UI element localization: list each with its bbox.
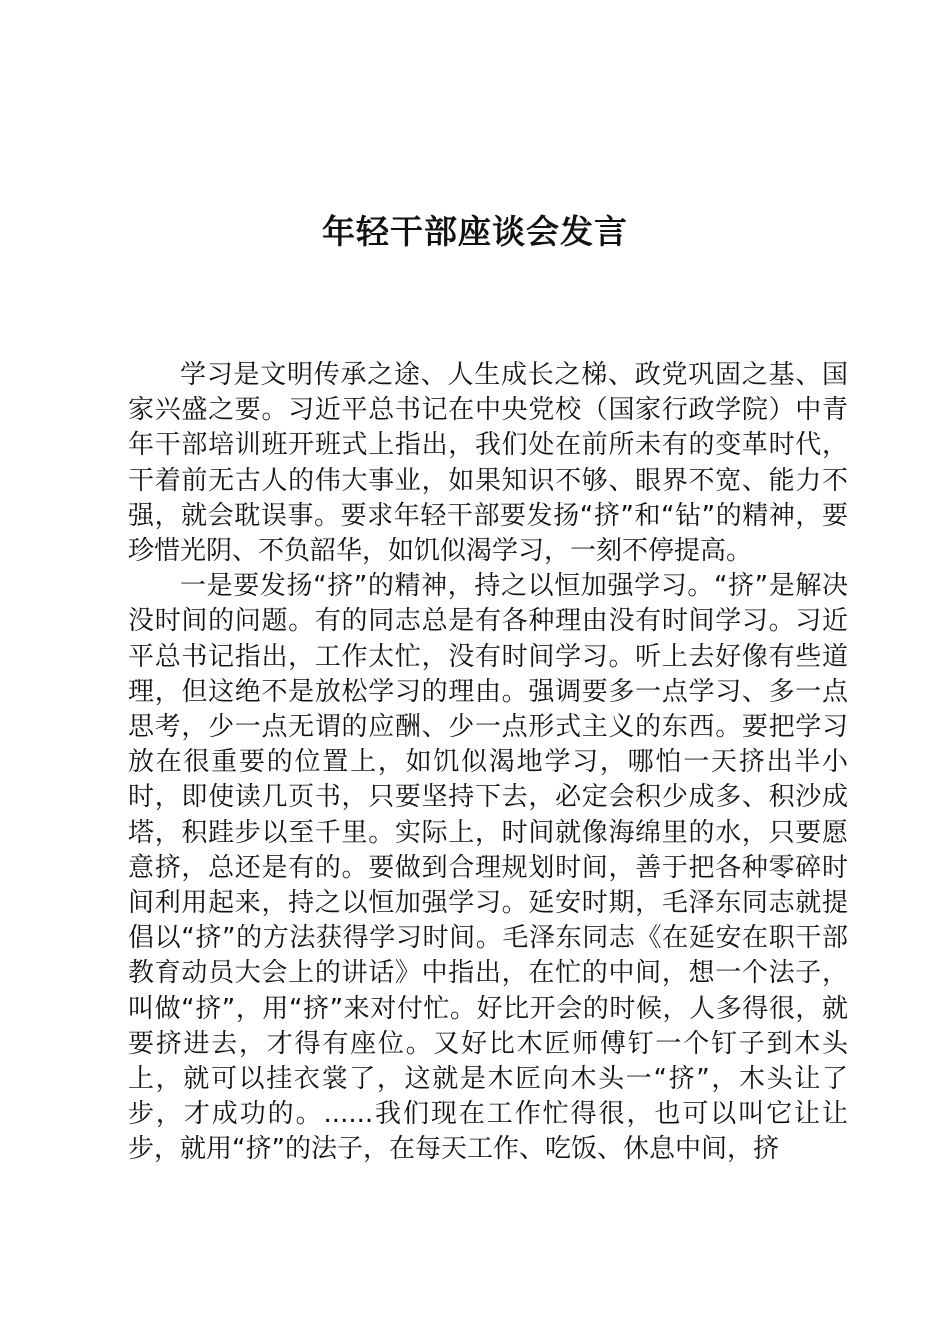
document-body	[128, 358, 848, 1168]
paragraph-point-one: 一是要发扬“挤”的精神，持之以恒加强学习。“挤”是解决没时间的问题。有的同志总是有各种理由没有时间学习。习近平总书记指出，工作太忙，没有时间学习。听上去好像有些道理，但这绝不是放松学习的理由。强调要多一点学习、多一点思考，少一点无谓的应酬、少一点形式主义的东西。要把学习放在很重要的位置上，如饥似渴地学习，哪怕一天挤出半小时，即使读几页书，只要坚持下去，必定会积少成多、积沙成塔，积跬步以至千里。实际上，时间就像海绵里的水，只要愿意挤，总还是有的。要做到合理规划时间，善于把各种零碎时间利用起来，持之以恒加强学习。延安时期，毛泽东同志就提倡以“挤”的方法获得学习时间。毛泽东同志《在延安在职干部教育动员大会上的讲话》中指出，在忙的中间，想一个法子，叫做“挤”，用“挤”来对付忙。好比开会的时候，人多得很，就要挤进去，才得有座位。又好比木匠师傅钉一个钉子到木头上，就可以挂衣裳了，这就是木匠向木头一“挤”，木头让了步，才成功的。......我们现在工作忙得很，也可以叫它让让步，就用“挤”的法子，在每天工作、吃饭、休息中间，挤	[128, 571, 848, 1165]
document-title: 年轻干部座谈会发言	[322, 212, 628, 251]
paragraph-intro: 学习是文明传承之途、人生成长之梯、政党巩固之基、国家兴盛之要。习近平总书记在中央党校（国家行政学院）中青年干部培训班开班式上指出，我们处在前所未有的变革时代，干着前无古人的伟大事业，如果知识不够、眼界不宽、能力不强，就会耽误事。要求年轻干部要发扬“挤”和“钻”的精神，要珍惜光阴、不负韶华，如饥似渴学习，一刻不停提高。	[128, 360, 848, 567]
